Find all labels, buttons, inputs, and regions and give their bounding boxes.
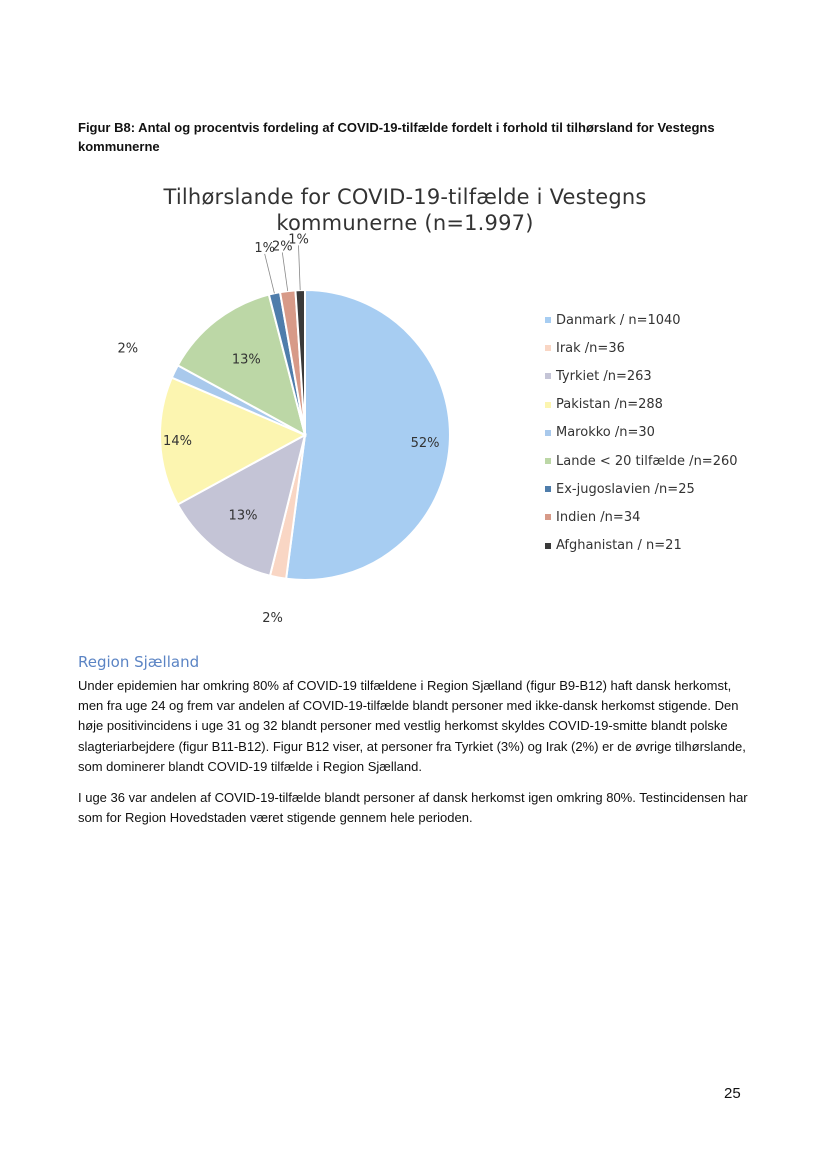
legend-item — [545, 447, 738, 475]
pie-data-label: 14% — [163, 433, 192, 449]
legend-swatch — [545, 317, 551, 323]
chart-title-line2: kommunerne (n=1.997) — [276, 211, 534, 235]
page-number: 25 — [724, 1085, 741, 1102]
legend-swatch — [545, 486, 551, 492]
paragraph-2: I uge 36 var andelen af COVID-19-tilfælde blandt personer af dansk herkomst igen omkring 80%. Testincidensen har som for Region Hovedstaden været stigende gennem hele perioden. — [78, 790, 748, 826]
chart-legend — [545, 306, 738, 560]
legend-swatch — [545, 458, 551, 464]
legend-item — [545, 503, 738, 531]
legend-item — [545, 391, 738, 419]
legend-label: Marokko /n=30 — [556, 425, 655, 441]
figure-caption: Figur B8: Antal og procentvis fordeling af COVID-19-tilfælde fordelt i forhold til tilhørsland for Vestegns kommunerne — [78, 120, 715, 154]
legend-swatch — [545, 543, 551, 549]
legend-item — [545, 532, 738, 560]
legend-label: Ex-jugoslavien /n=25 — [556, 481, 695, 497]
pie-data-label: 13% — [228, 508, 258, 524]
legend-label: Indien /n=34 — [556, 509, 641, 525]
legend-label: Tyrkiet /n=263 — [556, 368, 652, 384]
pie-data-label: 2% — [271, 239, 293, 255]
pie-data-label: 1% — [288, 232, 309, 248]
legend-label: Lande < 20 tilfælde /n=260 — [556, 453, 738, 469]
legend-swatch — [545, 402, 551, 408]
legend-item — [545, 419, 738, 447]
pie-leader-line — [265, 254, 275, 293]
pie-data-label: 1% — [254, 240, 276, 256]
legend-item — [545, 362, 738, 390]
legend-swatch — [545, 430, 551, 436]
legend-swatch — [545, 514, 551, 520]
legend-item — [545, 475, 738, 503]
chart-title — [140, 184, 670, 236]
chart-title-line1: Tilhørslande for COVID-19-tilfælde i Vestegns — [163, 185, 647, 209]
pie-leader-line — [282, 252, 287, 291]
legend-label: Afghanistan / n=21 — [556, 538, 682, 554]
legend-label: Danmark / n=1040 — [556, 312, 681, 328]
pie-leader-line — [299, 245, 301, 290]
pie-data-label: 13% — [231, 352, 261, 368]
pie-data-label: 2% — [262, 611, 283, 626]
pie-data-label: 2% — [117, 341, 139, 357]
paragraph-1: Under epidemien har omkring 80% af COVID-19 tilfældene i Region Sjælland (figur B9-B12) haft dansk herkomst, men fra uge 24 og frem var andelen af COVID-19-tilfælde blandt personer med ikke-dansk herkomst stigende. Den høje positivincidens i uge 31 og 32 blandt personer med vestlig herkomst skyldes COVID-19-smitte blandt polske slagteriarbejdere (figur B11-B12). Figur B12 viser, at personer fra Tyrkiet (3%) og Irak (2%) er de øvrige tilhørslande, som dominerer blandt COVID-19 tilfælde i Region Sjælland. — [78, 678, 746, 774]
legend-item — [545, 306, 738, 334]
legend-swatch — [545, 373, 551, 379]
legend-label: Pakistan /n=288 — [556, 397, 663, 413]
legend-label: Irak /n=36 — [556, 340, 625, 356]
pie-chart — [117, 232, 500, 626]
pie-data-label: 52% — [410, 435, 440, 451]
legend-item — [545, 334, 738, 362]
section-heading: Region Sjælland — [78, 653, 200, 671]
legend-swatch — [545, 345, 551, 351]
